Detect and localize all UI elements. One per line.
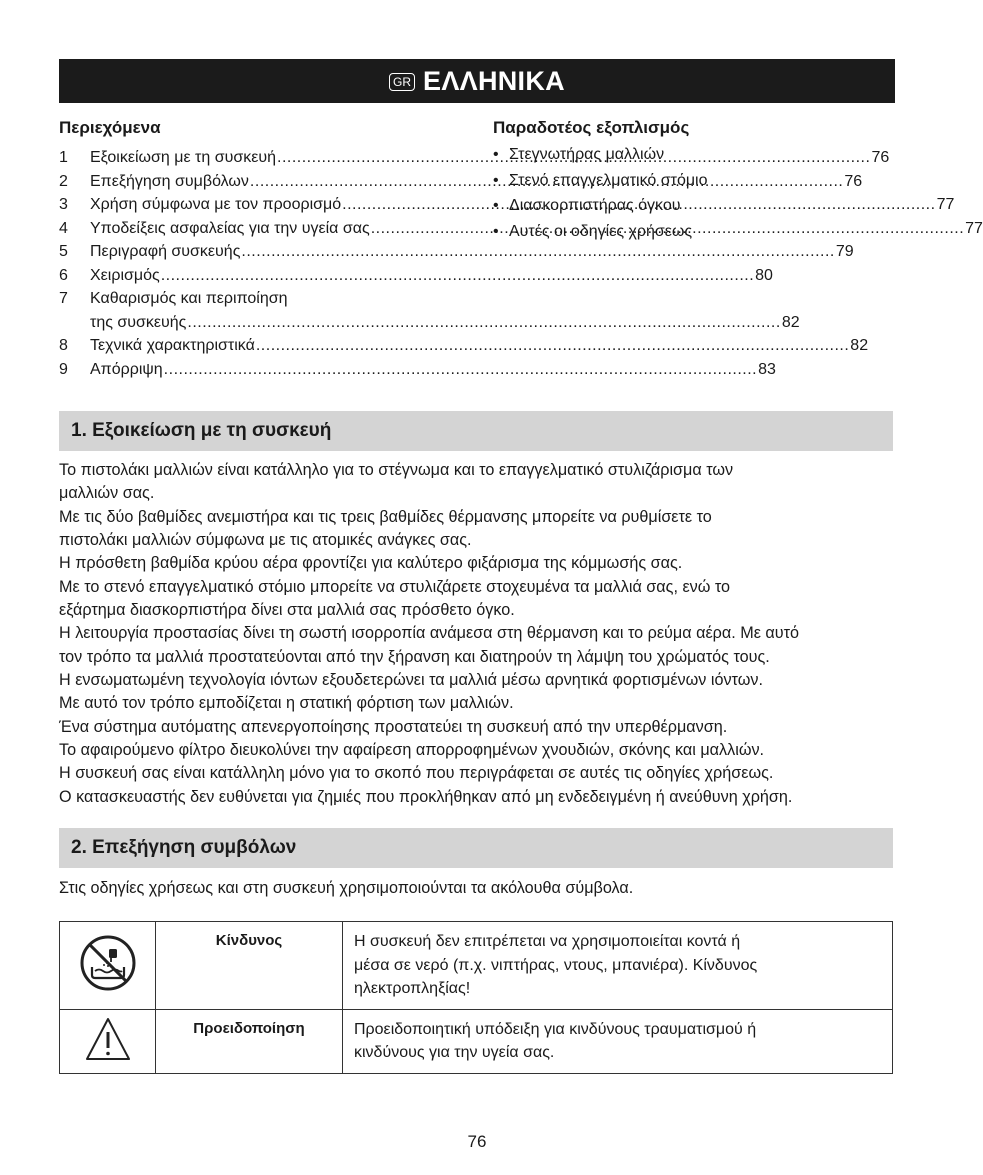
description-line: μέσα σε νερό (π.χ. νιπτήρας, ντους, μπανιέρα). Κίνδυνος xyxy=(354,956,758,974)
toc-item[interactable] xyxy=(59,240,854,264)
toc-page: 77 xyxy=(965,219,983,237)
no-water-icon xyxy=(78,933,138,993)
section-1-title: 1. Εξοικείωση με τη συσκευή xyxy=(71,420,332,441)
toc-leader xyxy=(256,334,849,358)
list-item xyxy=(493,219,893,245)
toc-text: της συσκευής xyxy=(90,313,187,331)
bullet-icon: • xyxy=(493,171,499,189)
toc-page: 83 xyxy=(758,360,776,378)
section-1-header xyxy=(59,411,893,451)
toc-text: Περιγραφή συσκευής xyxy=(90,243,241,260)
paragraph-line: εξάρτημα διασκορπιστήρα δίνει στα μαλλιά σας πρόσθετο όγκο. xyxy=(59,601,515,620)
section-2-intro xyxy=(59,877,899,900)
toc-number: 9 xyxy=(59,360,68,378)
language-header xyxy=(59,59,895,103)
description-line: ηλεκτροπληξίας! xyxy=(354,980,471,997)
description-line: Η συσκευή δεν επιτρέπεται να χρησιμοποιείται κοντά ή xyxy=(354,933,741,950)
section-1-body xyxy=(59,459,899,809)
toc-page: 82 xyxy=(781,313,800,331)
toc-leader xyxy=(164,358,757,382)
toc-number: 7 xyxy=(59,290,68,307)
paragraph-line: Η συσκευή σας είναι κατάλληλη μόνο για το σκοπό που περιγράφεται σε αυτές τις οδηγίες χρήσεως. xyxy=(59,764,774,783)
toc-item[interactable] xyxy=(59,287,800,334)
bullet-icon: • xyxy=(493,222,499,240)
equipment-list xyxy=(493,142,893,244)
list-item-text: Στεγνωτήρας μαλλιών xyxy=(509,146,665,163)
toc-text: Τεχνικά χαρακτηριστικά xyxy=(90,337,255,354)
paragraph-line: Με το στενό επαγγελματικό στόμιο μπορείτε να στυλιζάρετε στοχευμένα τα μαλλιά σας, ενώ το xyxy=(59,577,731,596)
toc-item[interactable] xyxy=(59,264,773,288)
description-line: κινδύνους για την υγεία σας. xyxy=(354,1044,555,1061)
symbol-description xyxy=(343,1009,893,1073)
symbol-cell xyxy=(60,1009,156,1073)
bullet-icon: • xyxy=(493,146,499,163)
bullet-icon: • xyxy=(493,197,499,214)
list-item xyxy=(493,193,893,219)
toc-text-line1: Καθαρισμός και περιποίηση xyxy=(90,290,288,307)
paragraph-line: Η λειτουργία προστασίας δίνει τη σωστή ισορροπία ανάμεσα στη θέρμανση και το ρεύμα αέρα. Με αυτό xyxy=(59,624,800,643)
list-item xyxy=(493,168,893,194)
section-2-title: 2. Επεξήγηση συμβόλων xyxy=(71,837,297,858)
toc-text: Απόρριψη xyxy=(90,360,163,378)
toc-number: 1 xyxy=(59,149,68,166)
symbol-cell xyxy=(60,922,156,1010)
paragraph-line: Η ενσωματωμένη τεχνολογία ιόντων εξουδετερώνει τα μαλλιά μέσω αρνητικά φορτισμένων ιόντων. xyxy=(59,671,763,690)
list-item-text: Στενό επαγγελματικό στόμιο xyxy=(509,171,708,189)
toc-text: Χρήση σύμφωνα με τον προορισμό xyxy=(90,196,342,213)
toc-text: Υποδείξεις ασφαλείας για την υγεία σας xyxy=(90,219,370,237)
symbol-label: Προειδοποίηση xyxy=(156,1009,343,1073)
paragraph-line: Η πρόσθετη βαθμίδα κρύου αέρα φροντίζει για καλύτερο φιξάρισμα της κόμμωσής σας. xyxy=(59,554,683,573)
list-item-text: Αυτές οι οδηγίες χρήσεως xyxy=(509,222,693,240)
page-number: 76 xyxy=(467,1132,487,1151)
toc-number: 6 xyxy=(59,266,68,284)
toc-page: 79 xyxy=(835,243,854,260)
list-item xyxy=(493,142,893,168)
toc-number: 3 xyxy=(59,196,68,213)
paragraph-line: μαλλιών σας. xyxy=(59,484,155,503)
paragraph-line: Το πιστολάκι μαλλιών είναι κατάλληλο για το στέγνωμα και το επαγγελματικό στυλιζάρισμα των xyxy=(59,461,734,479)
paragraph-line: Ένα σύστημα αυτόματης απενεργοποίησης προστατεύει τη συσκευή από την υπερθέρμανση. xyxy=(59,717,728,736)
toc-page: 80 xyxy=(755,266,773,284)
symbol-label: Κίνδυνος xyxy=(156,922,343,1010)
paragraph-line: τον τρόπο τα μαλλιά προστατεύονται από την ξήρανση και διατηρούν τη λάμψη του χρώματός τους. xyxy=(59,647,770,666)
equipment-section xyxy=(493,118,893,244)
toc-page: 76 xyxy=(871,149,890,166)
paragraph-line: Στις οδηγίες χρήσεως και στη συσκευή χρησιμοποιούνται τα ακόλουθα σύμβολα. xyxy=(59,879,634,897)
toc-number: 8 xyxy=(59,337,68,354)
toc-leader xyxy=(161,264,754,288)
paragraph-line: Με αυτό τον τρόπο εμποδίζεται η στατική φόρτιση των μαλλιών. xyxy=(59,694,514,713)
toc-leader xyxy=(187,311,780,335)
toc-page: 82 xyxy=(850,337,869,354)
paragraph-line: Το αφαιρούμενο φίλτρο διευκολύνει την αφαίρεση απορροφημένων χνουδιών, σκόνης και μαλλιών. xyxy=(59,741,765,760)
contents-title: Περιεχόμενα xyxy=(59,118,161,137)
paragraph-line: πιστολάκι μαλλιών σύμφωνα με τις ατομικές ανάγκες σας. xyxy=(59,531,472,550)
warning-triangle-icon xyxy=(84,1015,132,1063)
toc-number: 4 xyxy=(59,219,68,237)
description-line: Προειδοποιητική υπόδειξη για κινδύνους τραυματισμού ή xyxy=(354,1020,757,1038)
paragraph-line: Με τις δύο βαθμίδες ανεμιστήρα και τις τρεις βαθμίδες θέρμανσης μπορείτε να ρυθμίσετε το xyxy=(59,507,712,526)
equipment-title: Παραδοτέος εξοπλισμός xyxy=(493,118,690,137)
toc-item[interactable] xyxy=(59,358,776,382)
paragraph-line: Ο κατασκευαστής δεν ευθύνεται για ζημιές που προκλήθηκαν από μη ενδεδειγμένη ή ανεύθυνη χρήση. xyxy=(59,787,793,806)
toc-item[interactable] xyxy=(59,334,869,358)
language-badge: GR xyxy=(389,73,415,91)
toc-page: 76 xyxy=(844,172,863,190)
toc-text: Εξοικείωση με τη συσκευή xyxy=(90,149,276,166)
language-title: ΕΛΛΗΝΙΚΑ xyxy=(423,65,565,96)
toc-text: Χειρισμός xyxy=(90,266,160,284)
table-row xyxy=(60,1009,893,1073)
toc-number: 2 xyxy=(59,172,68,190)
toc-page: 77 xyxy=(936,196,955,213)
table-row xyxy=(60,922,893,1010)
symbol-description xyxy=(343,922,893,1010)
toc-text: Επεξήγηση συμβόλων xyxy=(90,172,249,190)
symbols-table xyxy=(59,921,893,1074)
toc-number: 5 xyxy=(59,243,68,260)
section-2-header xyxy=(59,828,893,868)
list-item-text: Διασκορπιστήρας όγκου xyxy=(509,197,681,214)
